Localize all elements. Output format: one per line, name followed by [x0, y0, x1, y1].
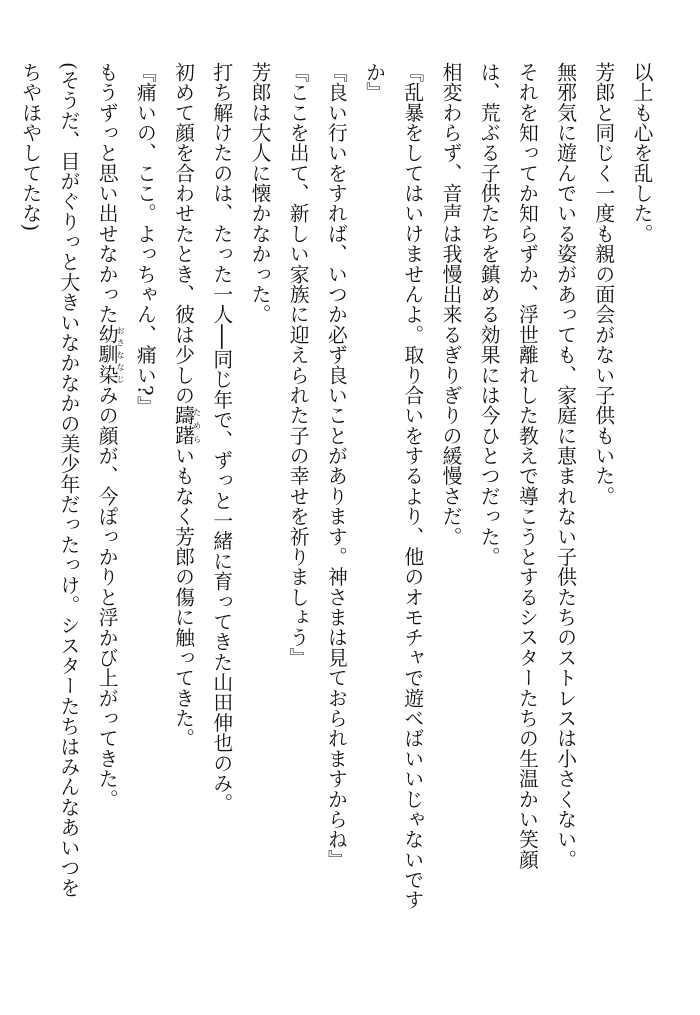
text-line-3: 無邪気に遊んでいる姿があっても、家庭に恵まれない子供たちのストレスは小さくない。	[553, 62, 577, 870]
ruby-tamerai	[171, 405, 202, 446]
text-line-7: 『乱暴をしてはいけませんよ。取り合いをするより、他のオモチャで遊べばいいじゃないです	[400, 62, 424, 910]
text-line-13-part-2: いもなく芳郎の傷に触ってきた。	[171, 445, 195, 749]
text-line-15	[87, 62, 125, 962]
text-line-1: 以上も心を乱した。	[630, 62, 653, 244]
text-line-17: ちやほやしてたな)	[18, 62, 42, 232]
text-line-14: 『痛いの、ここ。よっちゃん、痛い?』	[133, 62, 157, 417]
text-line-16: (そうだ、目がぐりっと大きいなかなかの美少年だったっけ。シスターたちはみんなあいつを	[56, 62, 80, 898]
ruby-osananajimi-reading: おさななじ	[116, 324, 126, 386]
text-line-13	[163, 62, 201, 962]
text-line-12: 打ち解けたのは、たった一人──同じ年で、ずっと一緒に育ってきた山田伸也のみ。	[209, 62, 233, 814]
text-line-13-part-1: 初めて顔を合わせたとき、彼は少しの	[171, 62, 195, 406]
ruby-tamerai-base: 躊躇	[171, 405, 195, 446]
text-line-5: は、荒ぶる子供たちを鎮める効果には今ひとつだった。	[477, 62, 501, 567]
text-line-11: 芳郎は大人に懐かなかった。	[247, 62, 271, 325]
ruby-osananajimi	[95, 324, 126, 386]
ruby-tamerai-reading: ためら	[192, 405, 202, 446]
text-line-15-part-2: みの顔が、今ぽっかりと浮かび上がってきた。	[95, 385, 119, 810]
text-line-15-part-1: もうずっと思い出せなかった	[95, 62, 119, 325]
text-line-9: 『良い行いをすれば、いつか必ず良いことがあります。神さまは見ておられますからね』	[324, 62, 348, 870]
text-line-10: 『ここを出て、新しい家族に迎えられた子の幸せを祈りましょう』	[286, 62, 310, 668]
text-line-2: 芳郎と同じく一度も親の面会がない子供もいた。	[591, 62, 615, 507]
vertical-text-body	[18, 62, 660, 962]
text-line-8: か』	[362, 62, 386, 103]
text-line-4: それを知ってか知らずか、浮世離れした教えで導こうとするシスターたちの生温かい笑顔	[515, 62, 539, 870]
ruby-osananajimi-base: 幼馴染	[95, 324, 119, 386]
text-line-6: 相変わらず、音声は我慢出来るぎりぎりの緩慢さだ。	[438, 62, 462, 547]
